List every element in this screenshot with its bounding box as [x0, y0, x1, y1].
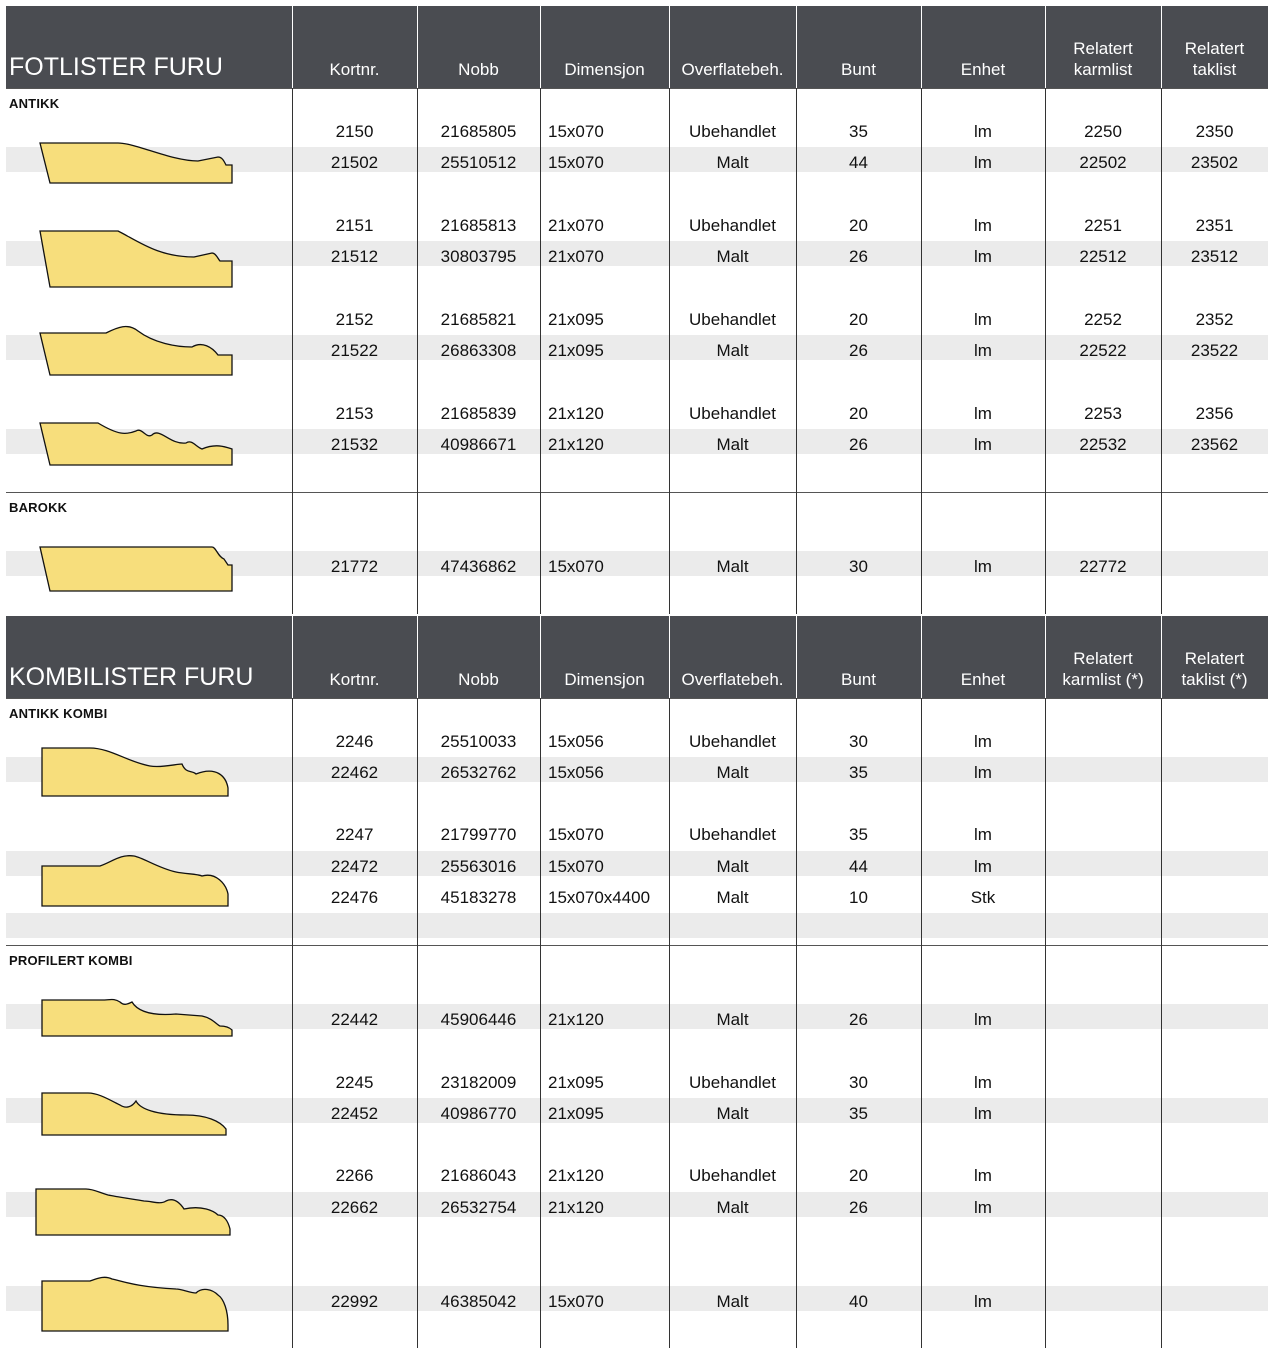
header-divider — [417, 6, 418, 88]
table-cell: 2351 — [1161, 213, 1268, 238]
table-cell: lm — [921, 307, 1045, 332]
table-cell: 22992 — [292, 1289, 417, 1314]
table-cell: 20 — [796, 213, 921, 238]
column-divider — [796, 88, 797, 614]
table-cell: 2266 — [292, 1163, 417, 1188]
table-cell: 30803795 — [417, 244, 540, 269]
table-cell: 22502 — [1045, 150, 1161, 175]
table-cell: 22512 — [1045, 244, 1161, 269]
table-cell: Malt — [669, 432, 796, 457]
table-cell: 15x056 — [548, 760, 669, 785]
table-cell: 22662 — [292, 1195, 417, 1220]
table-cell: Malt — [669, 1195, 796, 1220]
table-cell: Ubehandlet — [669, 1070, 796, 1095]
table-cell: lm — [921, 1070, 1045, 1095]
profile-drawing — [6, 1081, 266, 1145]
table-cell: 26532754 — [417, 1195, 540, 1220]
table-cell: 21x095 — [548, 338, 669, 363]
table-cell: Malt — [669, 244, 796, 269]
table-cell: lm — [921, 432, 1045, 457]
header-divider — [1161, 616, 1162, 698]
table-cell: 25563016 — [417, 854, 540, 879]
header-divider — [292, 6, 293, 88]
table-cell — [1161, 854, 1268, 879]
table-cell — [1161, 554, 1268, 579]
table-cell: 30 — [796, 554, 921, 579]
table-header — [6, 6, 1268, 88]
table-cell: 40 — [796, 1289, 921, 1314]
profile-shape — [40, 326, 232, 374]
table-cell: 45183278 — [417, 885, 540, 910]
table-cell: 25510512 — [417, 150, 540, 175]
table-cell: 2152 — [292, 307, 417, 332]
table-cell: Stk — [921, 885, 1045, 910]
table-cell: 15x070 — [548, 119, 669, 144]
table-cell: Ubehandlet — [669, 213, 796, 238]
table-cell — [1045, 885, 1161, 910]
column-divider — [417, 698, 418, 1348]
table-cell: 15x070x4400 — [548, 885, 669, 910]
table-cell: 21686043 — [417, 1163, 540, 1188]
column-header: Nobb — [420, 59, 537, 80]
profile-drawing — [6, 850, 266, 914]
section-label: ANTIKK — [9, 96, 59, 111]
header-divider — [669, 616, 670, 698]
table-cell: 15x056 — [548, 729, 669, 754]
table-cell: 46385042 — [417, 1289, 540, 1314]
table-cell — [1045, 1163, 1161, 1188]
profile-drawing — [6, 740, 266, 804]
table-cell: Malt — [669, 1289, 796, 1314]
header-divider — [540, 616, 541, 698]
table-cell: 44 — [796, 150, 921, 175]
table-cell — [1045, 1007, 1161, 1032]
table-cell: lm — [921, 854, 1045, 879]
table-cell: Ubehandlet — [669, 119, 796, 144]
column-header: Relatert karmlist — [1048, 38, 1158, 80]
header-divider — [796, 616, 797, 698]
column-header: Overflatebeh. — [672, 669, 793, 690]
group-divider — [6, 945, 1268, 946]
table-cell: lm — [921, 244, 1045, 269]
table-cell: 20 — [796, 1163, 921, 1188]
table-cell — [1161, 1070, 1268, 1095]
table-cell: 23502 — [1161, 150, 1268, 175]
profile-shape — [42, 999, 232, 1036]
table-cell: 40986671 — [417, 432, 540, 457]
table-cell: 2247 — [292, 822, 417, 847]
table-cell: 21685805 — [417, 119, 540, 144]
table-cell: lm — [921, 1101, 1045, 1126]
table-cell: 25510033 — [417, 729, 540, 754]
table-cell: 21685813 — [417, 213, 540, 238]
price-list-page — [6, 6, 1268, 1226]
table-cell: 2151 — [292, 213, 417, 238]
table-cell — [1161, 822, 1268, 847]
table-cell: 2350 — [1161, 119, 1268, 144]
column-divider — [921, 88, 922, 614]
column-divider — [1161, 88, 1162, 614]
column-divider — [669, 698, 670, 1348]
profile-shape — [40, 547, 232, 591]
table-cell: 2352 — [1161, 307, 1268, 332]
table-cell: 21x120 — [548, 1195, 669, 1220]
column-header: Dimensjon — [543, 59, 666, 80]
column-divider — [292, 698, 293, 1348]
table-cell: 22532 — [1045, 432, 1161, 457]
table-cell — [1045, 1289, 1161, 1314]
header-divider — [417, 616, 418, 698]
table-cell: 35 — [796, 760, 921, 785]
header-divider — [921, 6, 922, 88]
profile-drawing — [6, 225, 266, 289]
column-header: Bunt — [799, 669, 918, 690]
table-header — [6, 616, 1268, 698]
profile-shape — [42, 1278, 228, 1332]
table-cell: 22472 — [292, 854, 417, 879]
header-divider — [292, 616, 293, 698]
table-cell: 22462 — [292, 760, 417, 785]
table-cell: lm — [921, 1163, 1045, 1188]
table-cell: 22522 — [1045, 338, 1161, 363]
column-header: Enhet — [924, 59, 1042, 80]
table-cell: 10 — [796, 885, 921, 910]
profile-shape — [40, 143, 232, 183]
table-cell — [1045, 1070, 1161, 1095]
table-cell: 20 — [796, 307, 921, 332]
table-cell: 44 — [796, 854, 921, 879]
table-cell: 21685839 — [417, 401, 540, 426]
table-cell: 23512 — [1161, 244, 1268, 269]
table-cell — [1045, 1101, 1161, 1126]
table-cell: Malt — [669, 150, 796, 175]
table-cell: 21772 — [292, 554, 417, 579]
table-cell: 35 — [796, 119, 921, 144]
table-cell: 2356 — [1161, 401, 1268, 426]
table-cell: Ubehandlet — [669, 729, 796, 754]
column-header: Dimensjon — [543, 669, 666, 690]
table-cell — [1161, 1195, 1268, 1220]
section-label: PROFILERT KOMBI — [9, 953, 133, 968]
table-cell: 21685821 — [417, 307, 540, 332]
table-cell: Malt — [669, 885, 796, 910]
table-cell: 21512 — [292, 244, 417, 269]
table-cell: 21x095 — [548, 307, 669, 332]
table-cell: lm — [921, 760, 1045, 785]
table-cell: lm — [921, 213, 1045, 238]
table-cell: 2251 — [1045, 213, 1161, 238]
table-cell — [1161, 1163, 1268, 1188]
table-cell: 22772 — [1045, 554, 1161, 579]
column-header: Relatert karmlist (*) — [1048, 648, 1158, 690]
header-divider — [1161, 6, 1162, 88]
header-divider — [1045, 616, 1046, 698]
table-cell: Ubehandlet — [669, 401, 796, 426]
table-cell: Ubehandlet — [669, 822, 796, 847]
column-divider — [796, 698, 797, 1348]
table-cell: 21x095 — [548, 1101, 669, 1126]
column-divider — [921, 698, 922, 1348]
table-cell: 47436862 — [417, 554, 540, 579]
group-divider — [6, 88, 1268, 89]
column-header: Enhet — [924, 669, 1042, 690]
table-cell: 20 — [796, 401, 921, 426]
table-cell — [1045, 854, 1161, 879]
table-cell: 15x070 — [548, 854, 669, 879]
table-cell: 2250 — [1045, 119, 1161, 144]
table-cell: 40986770 — [417, 1101, 540, 1126]
table-cell: 26 — [796, 338, 921, 363]
table-cell: 23562 — [1161, 432, 1268, 457]
table-cell — [1045, 760, 1161, 785]
column-divider — [292, 88, 293, 614]
table-cell — [1045, 822, 1161, 847]
profile-shape — [42, 856, 228, 906]
table-title: FOTLISTER FURU — [9, 53, 223, 82]
table-cell: lm — [921, 729, 1045, 754]
table-cell: 30 — [796, 729, 921, 754]
table-cell: 15x070 — [548, 150, 669, 175]
header-divider — [1045, 6, 1046, 88]
table-cell: 35 — [796, 1101, 921, 1126]
column-divider — [669, 88, 670, 614]
table-cell: 26 — [796, 1007, 921, 1032]
section-label: BAROKK — [9, 500, 67, 515]
column-header: Kortnr. — [295, 669, 414, 690]
profile-drawing — [6, 1269, 266, 1333]
table-cell: lm — [921, 1195, 1045, 1220]
profile-shape — [40, 423, 232, 465]
table-cell — [1161, 1289, 1268, 1314]
table-cell: Malt — [669, 1101, 796, 1126]
table-cell: Malt — [669, 554, 796, 579]
table-cell: lm — [921, 338, 1045, 363]
table-cell: 2253 — [1045, 401, 1161, 426]
table-cell — [1161, 760, 1268, 785]
table-cell: 22442 — [292, 1007, 417, 1032]
table-cell: lm — [921, 150, 1045, 175]
column-divider — [1045, 88, 1046, 614]
table-cell — [1045, 1195, 1161, 1220]
table-cell: 21532 — [292, 432, 417, 457]
table-cell: lm — [921, 554, 1045, 579]
table-cell: Malt — [669, 338, 796, 363]
column-header: Nobb — [420, 669, 537, 690]
table-cell — [1045, 729, 1161, 754]
column-divider — [540, 88, 541, 614]
table-cell: 22452 — [292, 1101, 417, 1126]
table-cell: 21x120 — [548, 1007, 669, 1032]
profile-shape — [42, 1093, 226, 1135]
table-cell: 22476 — [292, 885, 417, 910]
profile-shape — [36, 1189, 230, 1235]
table-cell: lm — [921, 1007, 1045, 1032]
table-cell: 2150 — [292, 119, 417, 144]
profile-drawing — [6, 988, 266, 1052]
table-cell — [1161, 1101, 1268, 1126]
column-divider — [1161, 698, 1162, 1348]
table-cell: 30 — [796, 1070, 921, 1095]
group-divider — [6, 698, 1268, 699]
table-cell: Ubehandlet — [669, 1163, 796, 1188]
table-cell: lm — [921, 119, 1045, 144]
header-divider — [796, 6, 797, 88]
group-divider — [6, 492, 1268, 493]
table-cell: 15x070 — [548, 822, 669, 847]
table-cell: 21x120 — [548, 432, 669, 457]
table-cell — [1161, 885, 1268, 910]
column-header: Relatert taklist (*) — [1164, 648, 1265, 690]
table-cell: Ubehandlet — [669, 307, 796, 332]
profile-drawing — [6, 1175, 266, 1239]
table-cell: lm — [921, 822, 1045, 847]
table-cell: 2245 — [292, 1070, 417, 1095]
profile-drawing — [6, 413, 266, 477]
profile-shape — [40, 231, 232, 287]
table-cell: 21x120 — [548, 1163, 669, 1188]
table-cell — [1161, 729, 1268, 754]
table-cell: 15x070 — [548, 1289, 669, 1314]
table-cell: 15x070 — [548, 554, 669, 579]
column-divider — [417, 88, 418, 614]
profile-drawing — [6, 535, 266, 599]
table-cell: 26532762 — [417, 760, 540, 785]
column-header: Relatert taklist — [1164, 38, 1265, 80]
header-divider — [921, 616, 922, 698]
table-cell: 35 — [796, 822, 921, 847]
header-divider — [669, 6, 670, 88]
column-divider — [540, 698, 541, 1348]
table-cell: 21x070 — [548, 213, 669, 238]
table-cell: Malt — [669, 760, 796, 785]
table-cell: 26 — [796, 432, 921, 457]
column-header: Bunt — [799, 59, 918, 80]
table-cell: lm — [921, 401, 1045, 426]
column-divider — [1045, 698, 1046, 1348]
table-cell — [1161, 1007, 1268, 1032]
table-cell: lm — [921, 1289, 1045, 1314]
column-header: Kortnr. — [295, 59, 414, 80]
table-cell: 21x095 — [548, 1070, 669, 1095]
profile-drawing — [6, 131, 266, 195]
profile-shape — [42, 748, 228, 796]
table-cell: 23182009 — [417, 1070, 540, 1095]
table-cell: 45906446 — [417, 1007, 540, 1032]
table-cell: 2246 — [292, 729, 417, 754]
table-cell: 23522 — [1161, 338, 1268, 363]
table-title: KOMBILISTER FURU — [9, 663, 253, 692]
table-cell: 21x120 — [548, 401, 669, 426]
table-cell: 26863308 — [417, 338, 540, 363]
table-cell: 21522 — [292, 338, 417, 363]
column-header: Overflatebeh. — [672, 59, 793, 80]
table-cell: 2153 — [292, 401, 417, 426]
table-cell: 2252 — [1045, 307, 1161, 332]
row-band — [6, 913, 1268, 938]
table-cell: 26 — [796, 244, 921, 269]
profile-drawing — [6, 319, 266, 383]
table-cell: Malt — [669, 854, 796, 879]
table-cell: 26 — [796, 1195, 921, 1220]
table-cell: Malt — [669, 1007, 796, 1032]
table-cell: 21502 — [292, 150, 417, 175]
header-divider — [540, 6, 541, 88]
table-cell: 21799770 — [417, 822, 540, 847]
section-label: ANTIKK KOMBI — [9, 706, 107, 721]
table-cell: 21x070 — [548, 244, 669, 269]
